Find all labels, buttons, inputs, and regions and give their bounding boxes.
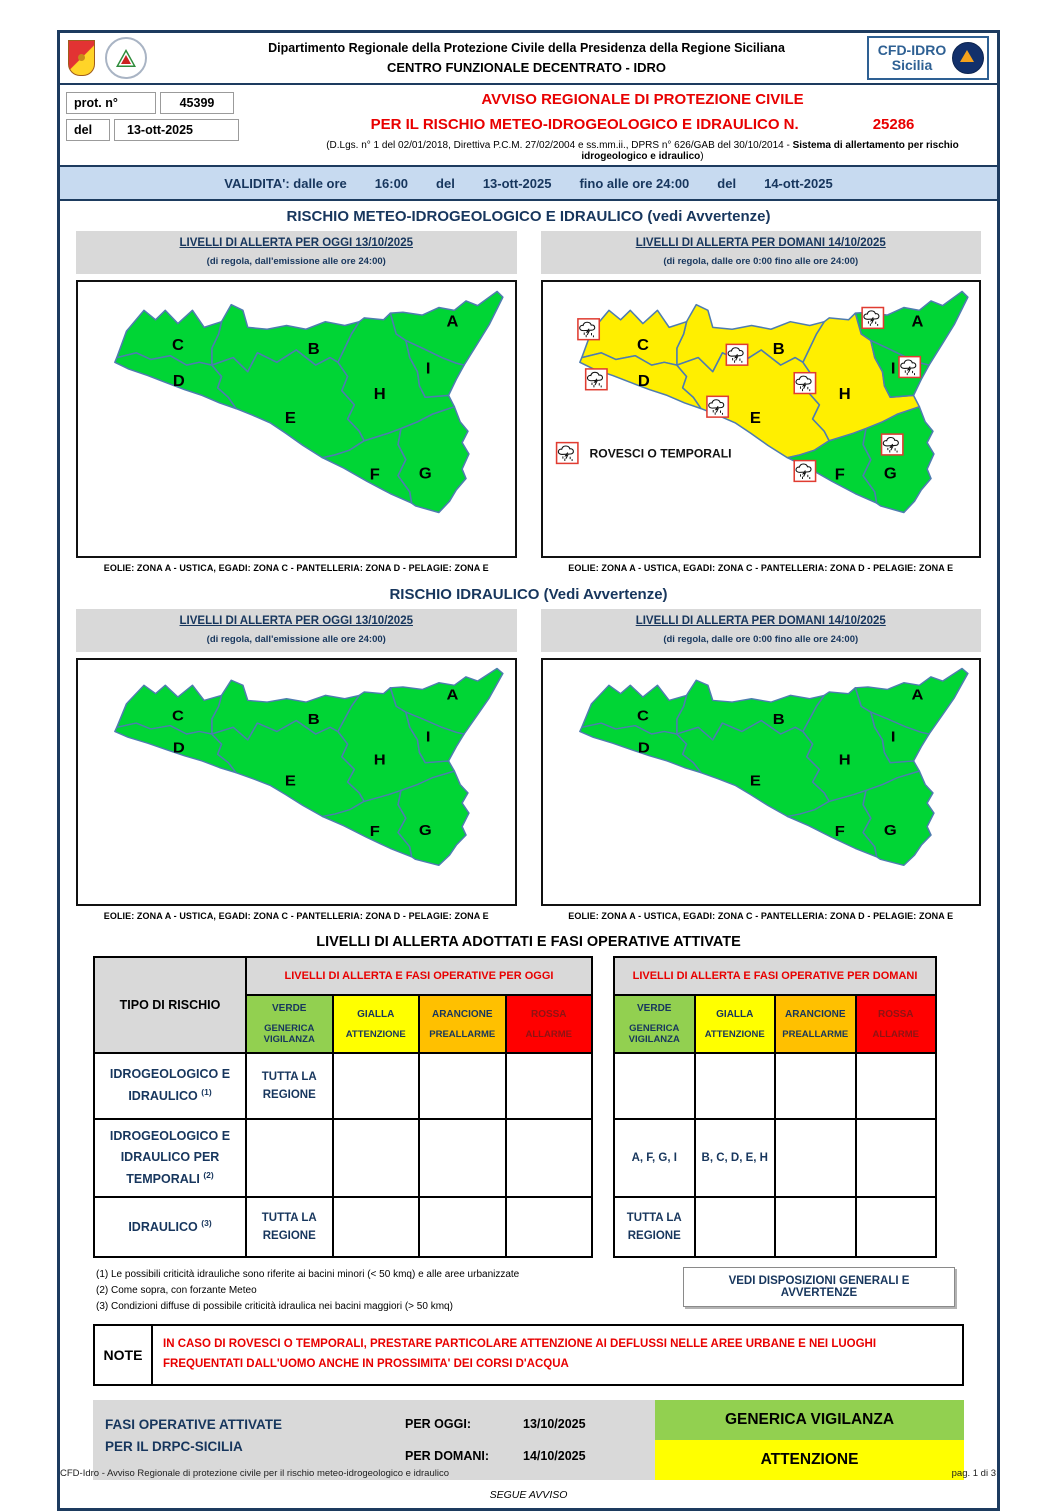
storm-icon: [881, 434, 902, 455]
zone-label-D: D: [637, 740, 650, 757]
footnote-1: (1) Le possibili criticità idrauliche sono riferite ai bacini minori (< 50 kmq) e alle aree urbanizzate: [96, 1269, 520, 1280]
sicily-map-meteo-domani: [543, 282, 980, 556]
cell-oggi: [419, 1197, 506, 1257]
risk-row-label: [94, 1119, 246, 1197]
zone-label-E: E: [284, 773, 296, 790]
legal-suffix: ): [700, 151, 704, 162]
banner-meteo-domani: [541, 231, 982, 274]
protezione-civile-logo-icon: [105, 37, 147, 79]
level-phase: ALLARME: [872, 1028, 919, 1040]
zone-label-D: D: [637, 372, 650, 390]
legal-bold: Sistema di allertamento per rischio idrogeologico e idraulico: [581, 140, 959, 162]
level-header-gialla: [695, 995, 776, 1053]
level-phase: GENERICA VIGILANZA: [628, 1023, 680, 1045]
header-logos: [68, 37, 186, 79]
alert-tables: [60, 956, 997, 1258]
fasi-label-line2: PER IL DRPC-SICILIA: [105, 1438, 243, 1454]
banner-title: LIVELLI DI ALLERTA PER DOMANI 14/10/2025: [635, 615, 886, 627]
zone-label-H: H: [373, 385, 386, 404]
zone-label-B: B: [307, 711, 320, 728]
vedi-disposizioni-box: VEDI DISPOSIZIONI GENERALI E AVVERTENZE: [683, 1267, 955, 1307]
cell-domani: TUTTA LA REGIONE: [614, 1197, 695, 1257]
prot-del-label: del: [66, 119, 110, 141]
zone-label-I: I: [425, 359, 431, 378]
validity-date-from: 13-ott-2025: [482, 175, 552, 191]
sicily-map-idraulico-domani: [543, 660, 980, 904]
section-title-meteo: RISCHIO METEO-IDROGEOLOGICO E IDRAULICO (vedi Avvertenze): [286, 208, 771, 225]
cell-oggi: [333, 1197, 420, 1257]
cell-domani: [856, 1053, 937, 1119]
cell-domani: [695, 1053, 776, 1119]
zone-label-A: A: [446, 687, 459, 704]
storm-icon: [577, 319, 598, 340]
avviso-document: [57, 30, 1000, 1511]
footnotes: [96, 1267, 519, 1315]
avviso-number: 25286: [872, 116, 915, 133]
cell-oggi: [246, 1119, 333, 1197]
map-caption: EOLIE: ZONA A - USTICA, EGADI: ZONA C - PANTELLERIA: ZONA D - PELAGIE: ZONA E: [568, 563, 954, 573]
risk-sup: (2): [203, 1170, 214, 1181]
level-name: VERDE: [637, 1003, 672, 1014]
cell-oggi: [506, 1119, 593, 1197]
zone-label-H: H: [838, 752, 851, 769]
cell-domani: [695, 1197, 776, 1257]
level-phase: ATTENZIONE: [345, 1028, 406, 1040]
panel-idraulico-oggi: [76, 609, 517, 927]
validity-bar: [60, 167, 997, 201]
cell-oggi: [333, 1119, 420, 1197]
cfd-idro-logo: [867, 36, 989, 80]
zone-label-G: G: [883, 464, 897, 483]
prot-number: 45399: [160, 92, 234, 114]
footnote-2: (2) Come sopra, con forzante Meteo: [96, 1285, 257, 1296]
storm-icon: [706, 396, 727, 417]
avviso-title-text: PER IL RISCHIO METEO-IDROGEOLOGICO E IDRAULICO N.: [370, 116, 799, 133]
mapbox-idraulico-oggi: [76, 658, 517, 906]
oggi-table-header: LIVELLI DI ALLERTA E FASI OPERATIVE PER OGGI: [246, 957, 592, 995]
note-label: NOTE: [95, 1326, 153, 1384]
sicily-coat-of-arms-icon: [68, 40, 95, 76]
panel-meteo-oggi: [76, 231, 517, 579]
zone-label-I: I: [890, 359, 895, 378]
department-title: Dipartimento Regionale della Protezione Civile della Presidenza della Regione Siciliana: [268, 41, 785, 55]
banner-subtitle: (di regola, dall'emissione alle ore 24:00): [206, 634, 386, 645]
zone-label-C: C: [636, 708, 649, 725]
storm-icon: [585, 369, 606, 390]
level-header-rossa: [856, 995, 937, 1053]
zone-label-D: D: [172, 740, 185, 757]
mapbox-idraulico-domani: [541, 658, 982, 906]
protocol-box: [60, 90, 298, 162]
banner-title: LIVELLI DI ALLERTA PER OGGI 13/10/2025: [179, 237, 413, 249]
storm-icon: [862, 308, 883, 329]
storm-legend-label: ROVESCI O TEMPORALI: [589, 446, 732, 461]
validity-del2: del: [717, 175, 737, 191]
level-header-verde: [246, 995, 333, 1053]
risk-row-label: [94, 1197, 246, 1257]
banner-meteo-oggi: [76, 231, 517, 274]
storm-icon: [794, 461, 815, 482]
cell-oggi: TUTTA LA REGIONE: [246, 1197, 333, 1257]
cell-domani: [775, 1119, 856, 1197]
level-phase: PREALLARME: [782, 1028, 849, 1040]
validity-until: fino alle ore 24:00: [579, 175, 690, 191]
centro-funzionale-title: CENTRO FUNZIONALE DECENTRATO - IDRO: [386, 60, 666, 75]
fase-domani-badge: ATTENZIONE: [655, 1440, 964, 1480]
header: [60, 33, 997, 85]
cell-domani: A, F, G, I: [614, 1119, 695, 1197]
footer-left: CFD-Idro - Avviso Regionale di protezione civile per il rischio meteo-idrogeologico e idraulico: [60, 1468, 449, 1479]
sicily-map-meteo-oggi: [78, 282, 515, 556]
fasi-label-line1: FASI OPERATIVE ATTIVATE: [105, 1417, 283, 1432]
per-domani-date: 14/10/2025: [523, 1449, 586, 1463]
alert-table-domani: [613, 956, 937, 1258]
banner-idraulico-oggi: [76, 609, 517, 652]
zone-label-G: G: [418, 464, 432, 483]
cell-domani: B, C, D, E, H: [695, 1119, 776, 1197]
level-phase: ALLARME: [525, 1028, 572, 1040]
level-name: ROSSA: [530, 1008, 567, 1020]
section-title-idraulico: RISCHIO IDRAULICO (Vedi Avvertenze): [389, 586, 668, 603]
prot-date: 13-ott-2025: [114, 119, 239, 141]
per-domani-label: PER DOMANI:: [405, 1449, 490, 1463]
validity-label: VALIDITA': dalle ore: [224, 175, 347, 191]
risk-sup: (1): [201, 1087, 212, 1098]
zone-label-E: E: [284, 408, 296, 427]
avviso-title-line2: [298, 116, 987, 133]
storm-icon: [794, 373, 815, 394]
level-phase: GENERICA VIGILANZA: [263, 1023, 315, 1045]
level-header-verde: [614, 995, 695, 1053]
zone-label-B: B: [772, 339, 785, 358]
cell-oggi: [419, 1119, 506, 1197]
zone-label-F: F: [834, 823, 845, 840]
level-phase: ATTENZIONE: [704, 1028, 765, 1040]
zone-label-E: E: [749, 408, 761, 427]
zone-label-C: C: [171, 336, 184, 354]
note-text: IN CASO DI ROVESCI O TEMPORALI, PRESTARE PARTICOLARE ATTENZIONE AI DEFLUSSI NELLE AREE URBANE E NEI LUOGHI FREQUENTATI DALL'UOMO ANCHE IN PROSSIMITA' DEI CORSI D'ACQUA: [163, 1338, 877, 1370]
level-header-gialla: [333, 995, 420, 1053]
banner-idraulico-domani: [541, 609, 982, 652]
level-name: ROSSA: [877, 1008, 914, 1020]
validity-date-to: 14-ott-2025: [764, 175, 833, 191]
alert-table-oggi: [93, 956, 593, 1258]
segue-avviso: SEGUE AVVISO: [489, 1489, 568, 1501]
footnote-3: (3) Condizioni diffuse di possibile criticità idraulica nei bacini maggiori (> 50 kmq): [96, 1301, 453, 1312]
risk-label: IDRAULICO: [128, 1219, 198, 1234]
level-name: ARANCIONE: [431, 1008, 493, 1020]
zone-label-G: G: [883, 822, 897, 839]
risk-label: IDROGEOLOGICO E IDRAULICO PER TEMPORALI: [109, 1128, 231, 1187]
cell-domani: [614, 1053, 695, 1119]
cell-domani: [775, 1053, 856, 1119]
zone-label-A: A: [446, 312, 459, 331]
cell-oggi: [506, 1053, 593, 1119]
zone-label-A: A: [910, 687, 923, 704]
level-header-rossa: [506, 995, 593, 1053]
zone-label-I: I: [890, 729, 895, 746]
cfd-sicilia-label: Sicilia: [891, 57, 933, 73]
meteo-maps-row: [60, 231, 997, 579]
map-caption: EOLIE: ZONA A - USTICA, EGADI: ZONA C - PANTELLERIA: ZONA D - PELAGIE: ZONA E: [568, 911, 954, 921]
mapbox-meteo-oggi: [76, 280, 517, 558]
level-header-arancione: [419, 995, 506, 1053]
storm-icon: [898, 357, 919, 378]
level-name: GIALLA: [357, 1008, 395, 1020]
cfd-emblem-icon: [952, 42, 984, 74]
zone-label-H: H: [373, 752, 386, 769]
zone-label-C: C: [636, 336, 649, 354]
cell-oggi: [333, 1053, 420, 1119]
zone-label-F: F: [369, 465, 380, 484]
map-caption: EOLIE: ZONA A - USTICA, EGADI: ZONA C - PANTELLERIA: ZONA D - PELAGIE: ZONA E: [103, 563, 489, 573]
mapbox-meteo-domani: [541, 280, 982, 558]
storm-icon: [726, 344, 747, 365]
storm-icon: [556, 443, 577, 464]
zone-label-H: H: [838, 385, 851, 404]
per-oggi-label: PER OGGI:: [405, 1417, 471, 1431]
level-header-arancione: [775, 995, 856, 1053]
domani-table-header: LIVELLI DI ALLERTA E FASI OPERATIVE PER DOMANI: [614, 957, 936, 995]
level-name: VERDE: [272, 1003, 307, 1014]
zone-label-F: F: [369, 823, 380, 840]
validity-time-from: 16:00: [374, 175, 409, 191]
risk-label: IDROGEOLOGICO E IDRAULICO: [109, 1067, 231, 1104]
note-box: [93, 1324, 964, 1386]
risk-row-label: [94, 1053, 246, 1119]
cell-oggi: [419, 1053, 506, 1119]
cell-domani: [856, 1197, 937, 1257]
cell-domani: [775, 1197, 856, 1257]
page-number: pag. 1 di 3: [951, 1468, 996, 1479]
zone-label-F: F: [834, 465, 845, 484]
cell-domani: [856, 1119, 937, 1197]
zone-label-A: A: [910, 312, 923, 331]
banner-title: LIVELLI DI ALLERTA PER DOMANI 14/10/2025: [635, 237, 886, 249]
legal-reference-line: [298, 140, 987, 162]
footnotes-row: [60, 1258, 997, 1321]
page-footer: [60, 1468, 996, 1479]
banner-subtitle: (di regola, dalle ore 0:00 fino alle ore 24:00): [663, 634, 859, 645]
banner-subtitle: (di regola, dall'emissione alle ore 24:00): [206, 256, 386, 267]
alert-table-title: LIVELLI DI ALLERTA ADOTTATI E FASI OPERATIVE ATTIVATE: [316, 934, 741, 950]
header-titles: [186, 41, 867, 75]
zone-label-C: C: [171, 708, 184, 725]
zone-label-G: G: [418, 822, 432, 839]
zone-label-B: B: [307, 339, 320, 358]
risk-sup: (3): [201, 1217, 212, 1228]
map-caption: EOLIE: ZONA A - USTICA, EGADI: ZONA C - PANTELLERIA: ZONA D - PELAGIE: ZONA E: [103, 911, 489, 921]
legal-prefix: (D.Lgs. n° 1 del 02/01/2018, Direttiva P.C.M. 27/02/2004 e ss.mm.ii., DPRS n° 626/GAB del 30/10/2014 -: [326, 140, 793, 151]
banner-title: LIVELLI DI ALLERTA PER OGGI 13/10/2025: [179, 615, 413, 627]
avviso-title-line1: AVVISO REGIONALE DI PROTEZIONE CIVILE: [481, 91, 804, 108]
tipo-di-rischio-header: TIPO DI RISCHIO: [94, 957, 246, 1053]
main-title-block: [298, 90, 997, 162]
level-phase: PREALLARME: [429, 1028, 496, 1040]
panel-meteo-domani: [541, 231, 982, 579]
level-name: ARANCIONE: [784, 1008, 846, 1020]
validity-del1: del: [436, 175, 455, 191]
sicily-map-idraulico-oggi: [78, 660, 515, 904]
fase-oggi-badge: GENERICA VIGILANZA: [655, 1400, 964, 1440]
cfd-idro-logo-text: [872, 43, 952, 74]
zone-label-B: B: [772, 711, 785, 728]
zone-label-E: E: [749, 773, 761, 790]
cell-oggi: TUTTA LA REGIONE: [246, 1053, 333, 1119]
cell-oggi: [506, 1197, 593, 1257]
level-name: GIALLA: [716, 1008, 754, 1020]
protocol-title-row: [60, 85, 997, 167]
cfd-idro-label: CFD-IDRO: [877, 41, 947, 58]
per-oggi-date: 13/10/2025: [523, 1417, 586, 1431]
zone-label-I: I: [425, 729, 431, 746]
idraulico-maps-row: [60, 609, 997, 927]
prot-label: prot. n°: [66, 92, 156, 114]
banner-subtitle: (di regola, dalle ore 0:00 fino alle ore 24:00): [663, 256, 859, 267]
zone-label-D: D: [172, 372, 185, 390]
panel-idraulico-domani: [541, 609, 982, 927]
